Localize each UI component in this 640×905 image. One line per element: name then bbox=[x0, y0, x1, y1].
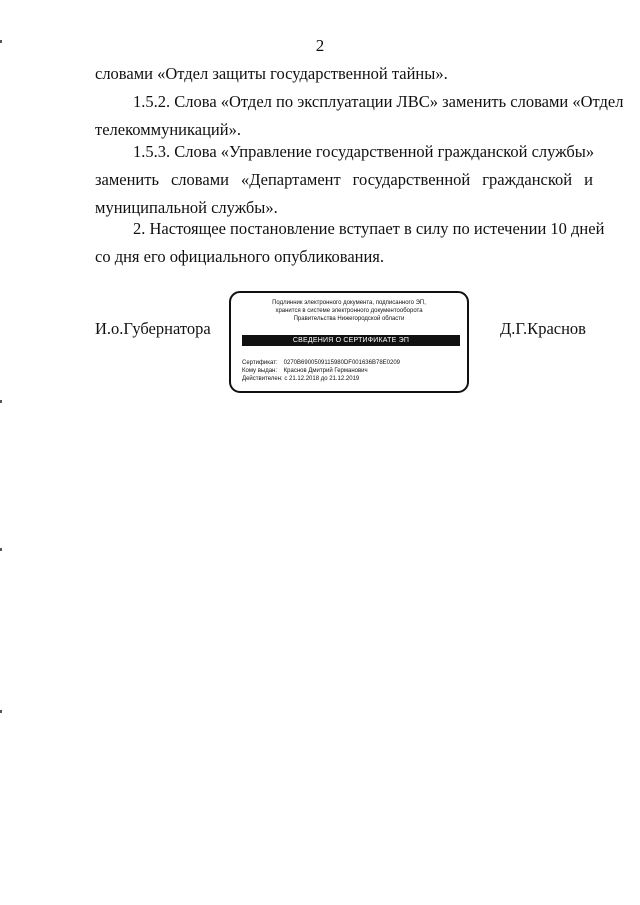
stamp-details bbox=[242, 359, 400, 383]
scan-edge-mark bbox=[0, 548, 2, 551]
page-number: 2 bbox=[315, 36, 325, 55]
paragraph-1-text: словами «Отдел защиты государственной тайны». bbox=[95, 64, 448, 83]
stamp-header-line: Правительства Нижегородской области bbox=[293, 316, 405, 322]
paragraph-1-5-3-line-3: муниципальной службы». bbox=[95, 198, 278, 217]
paragraph-1-5-3-line-2 bbox=[95, 166, 593, 194]
signatory-title: И.о.Губернатора bbox=[95, 319, 211, 338]
paragraph-1-5-3 bbox=[95, 138, 593, 222]
word: государственной bbox=[352, 170, 471, 189]
stamp-certificate-row bbox=[242, 359, 400, 367]
word: словами bbox=[170, 170, 229, 189]
word: и bbox=[584, 170, 593, 189]
stamp-header-line: Подлинник электронного документа, подписанного ЭП, bbox=[272, 300, 426, 306]
issued-label: Кому выдан: bbox=[242, 368, 278, 374]
stamp-header bbox=[231, 299, 467, 323]
signatory-name: Д.Г.Краснов bbox=[500, 319, 586, 338]
scan-edge-mark bbox=[0, 40, 2, 43]
paragraph-1-5-2-line-2: телекоммуникаций». bbox=[95, 120, 241, 139]
paragraph-1 bbox=[95, 60, 593, 88]
paragraph-2-line-2: со дня его официального опубликования. bbox=[95, 247, 385, 266]
word: заменить bbox=[95, 170, 160, 189]
paragraph-1-5-2 bbox=[95, 88, 624, 144]
word: «Департамент bbox=[240, 170, 341, 189]
certificate-label: Сертификат: bbox=[242, 360, 278, 366]
electronic-signature-stamp bbox=[229, 291, 469, 393]
scan-edge-mark bbox=[0, 710, 2, 713]
issued-value: Краснов Дмитрий Германович bbox=[283, 368, 368, 374]
stamp-issued-row bbox=[242, 367, 400, 375]
paragraph-2-line-1: 2. Настоящее постановление вступает в силу по истечении 10 дней bbox=[133, 219, 605, 238]
stamp-certificate-bar: СВЕДЕНИЯ О СЕРТИФИКАТЕ ЭП bbox=[242, 335, 460, 346]
stamp-header-line: хранится в системе электронного документооборота bbox=[275, 308, 423, 314]
paragraph-2 bbox=[95, 215, 605, 271]
word: гражданской bbox=[482, 170, 573, 189]
paragraph-1-5-2-line-1: 1.5.2. Слова «Отдел по эксплуатации ЛВС» заменить словами «Отдел bbox=[133, 92, 624, 111]
scan-edge-mark bbox=[0, 400, 2, 403]
paragraph-1-5-3-line-1: 1.5.3. Слова «Управление государственной гражданской службы» bbox=[133, 142, 595, 161]
certificate-value: 0270B6900509115980DF001636B78E0209 bbox=[283, 360, 401, 366]
stamp-validity: Действителен: с 21.12.2018 до 21.12.2019 bbox=[242, 376, 360, 382]
